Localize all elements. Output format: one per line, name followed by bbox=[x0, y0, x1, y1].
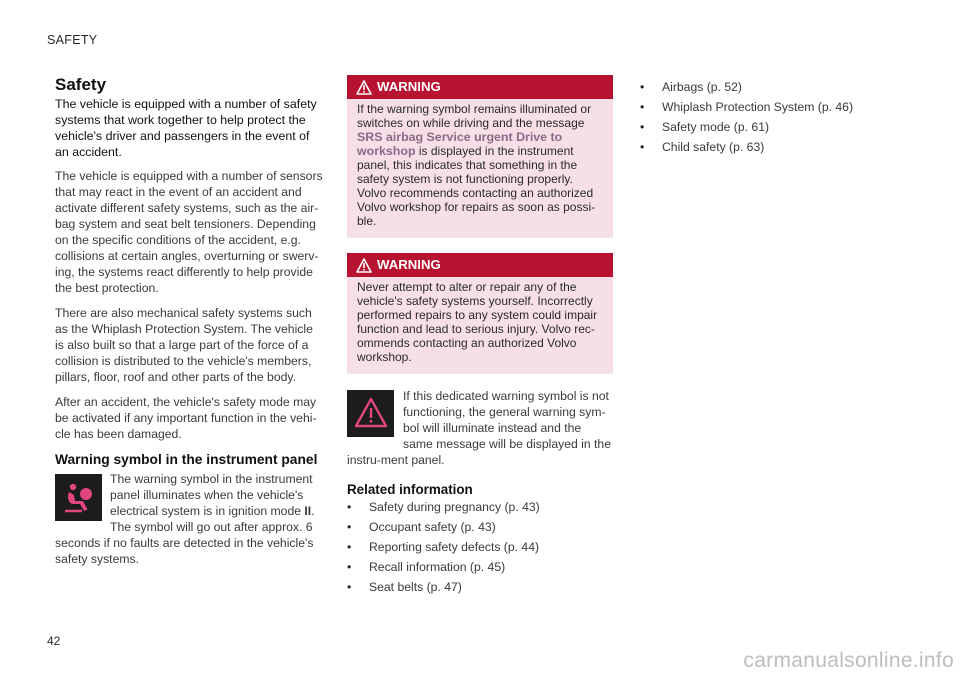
page-title: Safety bbox=[55, 75, 107, 94]
warning-symbol-block bbox=[55, 471, 323, 567]
section-header: SAFETY bbox=[47, 33, 98, 47]
related-link[interactable]: • Whiplash Protection System (p. 46) bbox=[640, 99, 900, 115]
srs-message: SRS airbag Service urgent Drive to workshop bbox=[357, 130, 563, 158]
subheading-warning-symbol: Warning symbol in the instrument panel bbox=[55, 452, 318, 467]
general-warning-block bbox=[347, 388, 613, 468]
related-link[interactable]: • Seat belts (p. 47) bbox=[347, 579, 613, 595]
paragraph-mechanical: There are also mechanical safety systems such as the Whiplash Protection System. The vehicle is also built so that a large part of the force of a collision is distributed to the vehicle's members, pillars, floor, roof and other parts of the body. bbox=[55, 306, 313, 384]
warning-label-1: WARNING bbox=[377, 79, 441, 94]
warning-body-1 bbox=[347, 99, 613, 238]
warning-triangle-icon bbox=[356, 79, 372, 103]
related-link[interactable]: • Safety mode (p. 61) bbox=[640, 119, 900, 135]
symbol-text-b: . The symbol will go out after approx. 6 seconds if no faults are detected in the vehicle's safety systems. bbox=[55, 504, 315, 566]
warning1-text-a: If the warning symbol remains illuminated or switches on while driving and the message bbox=[357, 102, 592, 130]
warning-box-2 bbox=[347, 253, 613, 374]
related-link[interactable]: • Reporting safety defects (p. 44) bbox=[347, 539, 613, 555]
warning1-text-b: is displayed in the instrument panel, this indicates that something in the safety system is not functioning properly. Volvo recommends contacting an authorized Volvo workshop for repairs as soon as possi-ble. bbox=[357, 144, 596, 228]
column-left bbox=[55, 75, 323, 567]
ignition-mode: II bbox=[304, 504, 312, 518]
related-link[interactable]: • Safety during pregnancy (p. 43) bbox=[347, 499, 613, 515]
related-link[interactable]: • Airbags (p. 52) bbox=[640, 79, 900, 95]
warning-box-1 bbox=[347, 75, 613, 238]
warning-header-2 bbox=[347, 253, 613, 277]
paragraph-sensors: The vehicle is equipped with a number of sensors that may react in the event of an accident and activate different safety systems, such as the air-bag system and seat belt tensioners. Depending on the specific conditions of the accident, e.g. collisions at certain angles, overturning or swerv-ing, the systems react differently to help provide the best protection. bbox=[55, 169, 323, 295]
warning-header-1 bbox=[347, 75, 613, 99]
warning-triangle-icon bbox=[356, 257, 372, 281]
related-link[interactable]: • Child safety (p. 63) bbox=[640, 139, 900, 155]
related-list-continued bbox=[640, 79, 900, 155]
general-warning-icon bbox=[347, 390, 394, 437]
dedicated-symbol-text: If this dedicated warning symbol is not functioning, the general warning sym-bol will illuminate instead and the same message will be displayed in the instru-ment panel. bbox=[347, 389, 611, 467]
column-middle bbox=[347, 75, 613, 599]
page-number: 42 bbox=[47, 634, 61, 648]
warning-body-2: Never attempt to alter or repair any of the vehicle's safety systems yourself. Incorrectly performed repairs to any system could impair function and lead to serious injury. Volvo rec-ommends contacting an authorized Volvo workshop. bbox=[347, 277, 613, 374]
lead-paragraph: The vehicle is equipped with a number of safety systems that work together to help protect the vehicle's driver and passengers in the event of an accident. bbox=[55, 97, 317, 159]
airbag-warning-icon bbox=[55, 474, 102, 521]
related-link[interactable]: • Occupant safety (p. 43) bbox=[347, 519, 613, 535]
symbol-text-a: The warning symbol in the instrument panel illuminates when the vehicle's electrical system is in ignition mode bbox=[110, 472, 313, 518]
column-right bbox=[640, 79, 900, 159]
warning-label-2: WARNING bbox=[377, 257, 441, 272]
paragraph-safety-mode: After an accident, the vehicle's safety mode may be activated if any important function in the vehi-cle has been damaged. bbox=[55, 395, 317, 441]
related-link[interactable]: • Recall information (p. 45) bbox=[347, 559, 613, 575]
related-information-heading: Related information bbox=[347, 482, 473, 497]
related-list bbox=[347, 499, 613, 595]
watermark-text: carmanualsonline.info bbox=[743, 649, 954, 672]
